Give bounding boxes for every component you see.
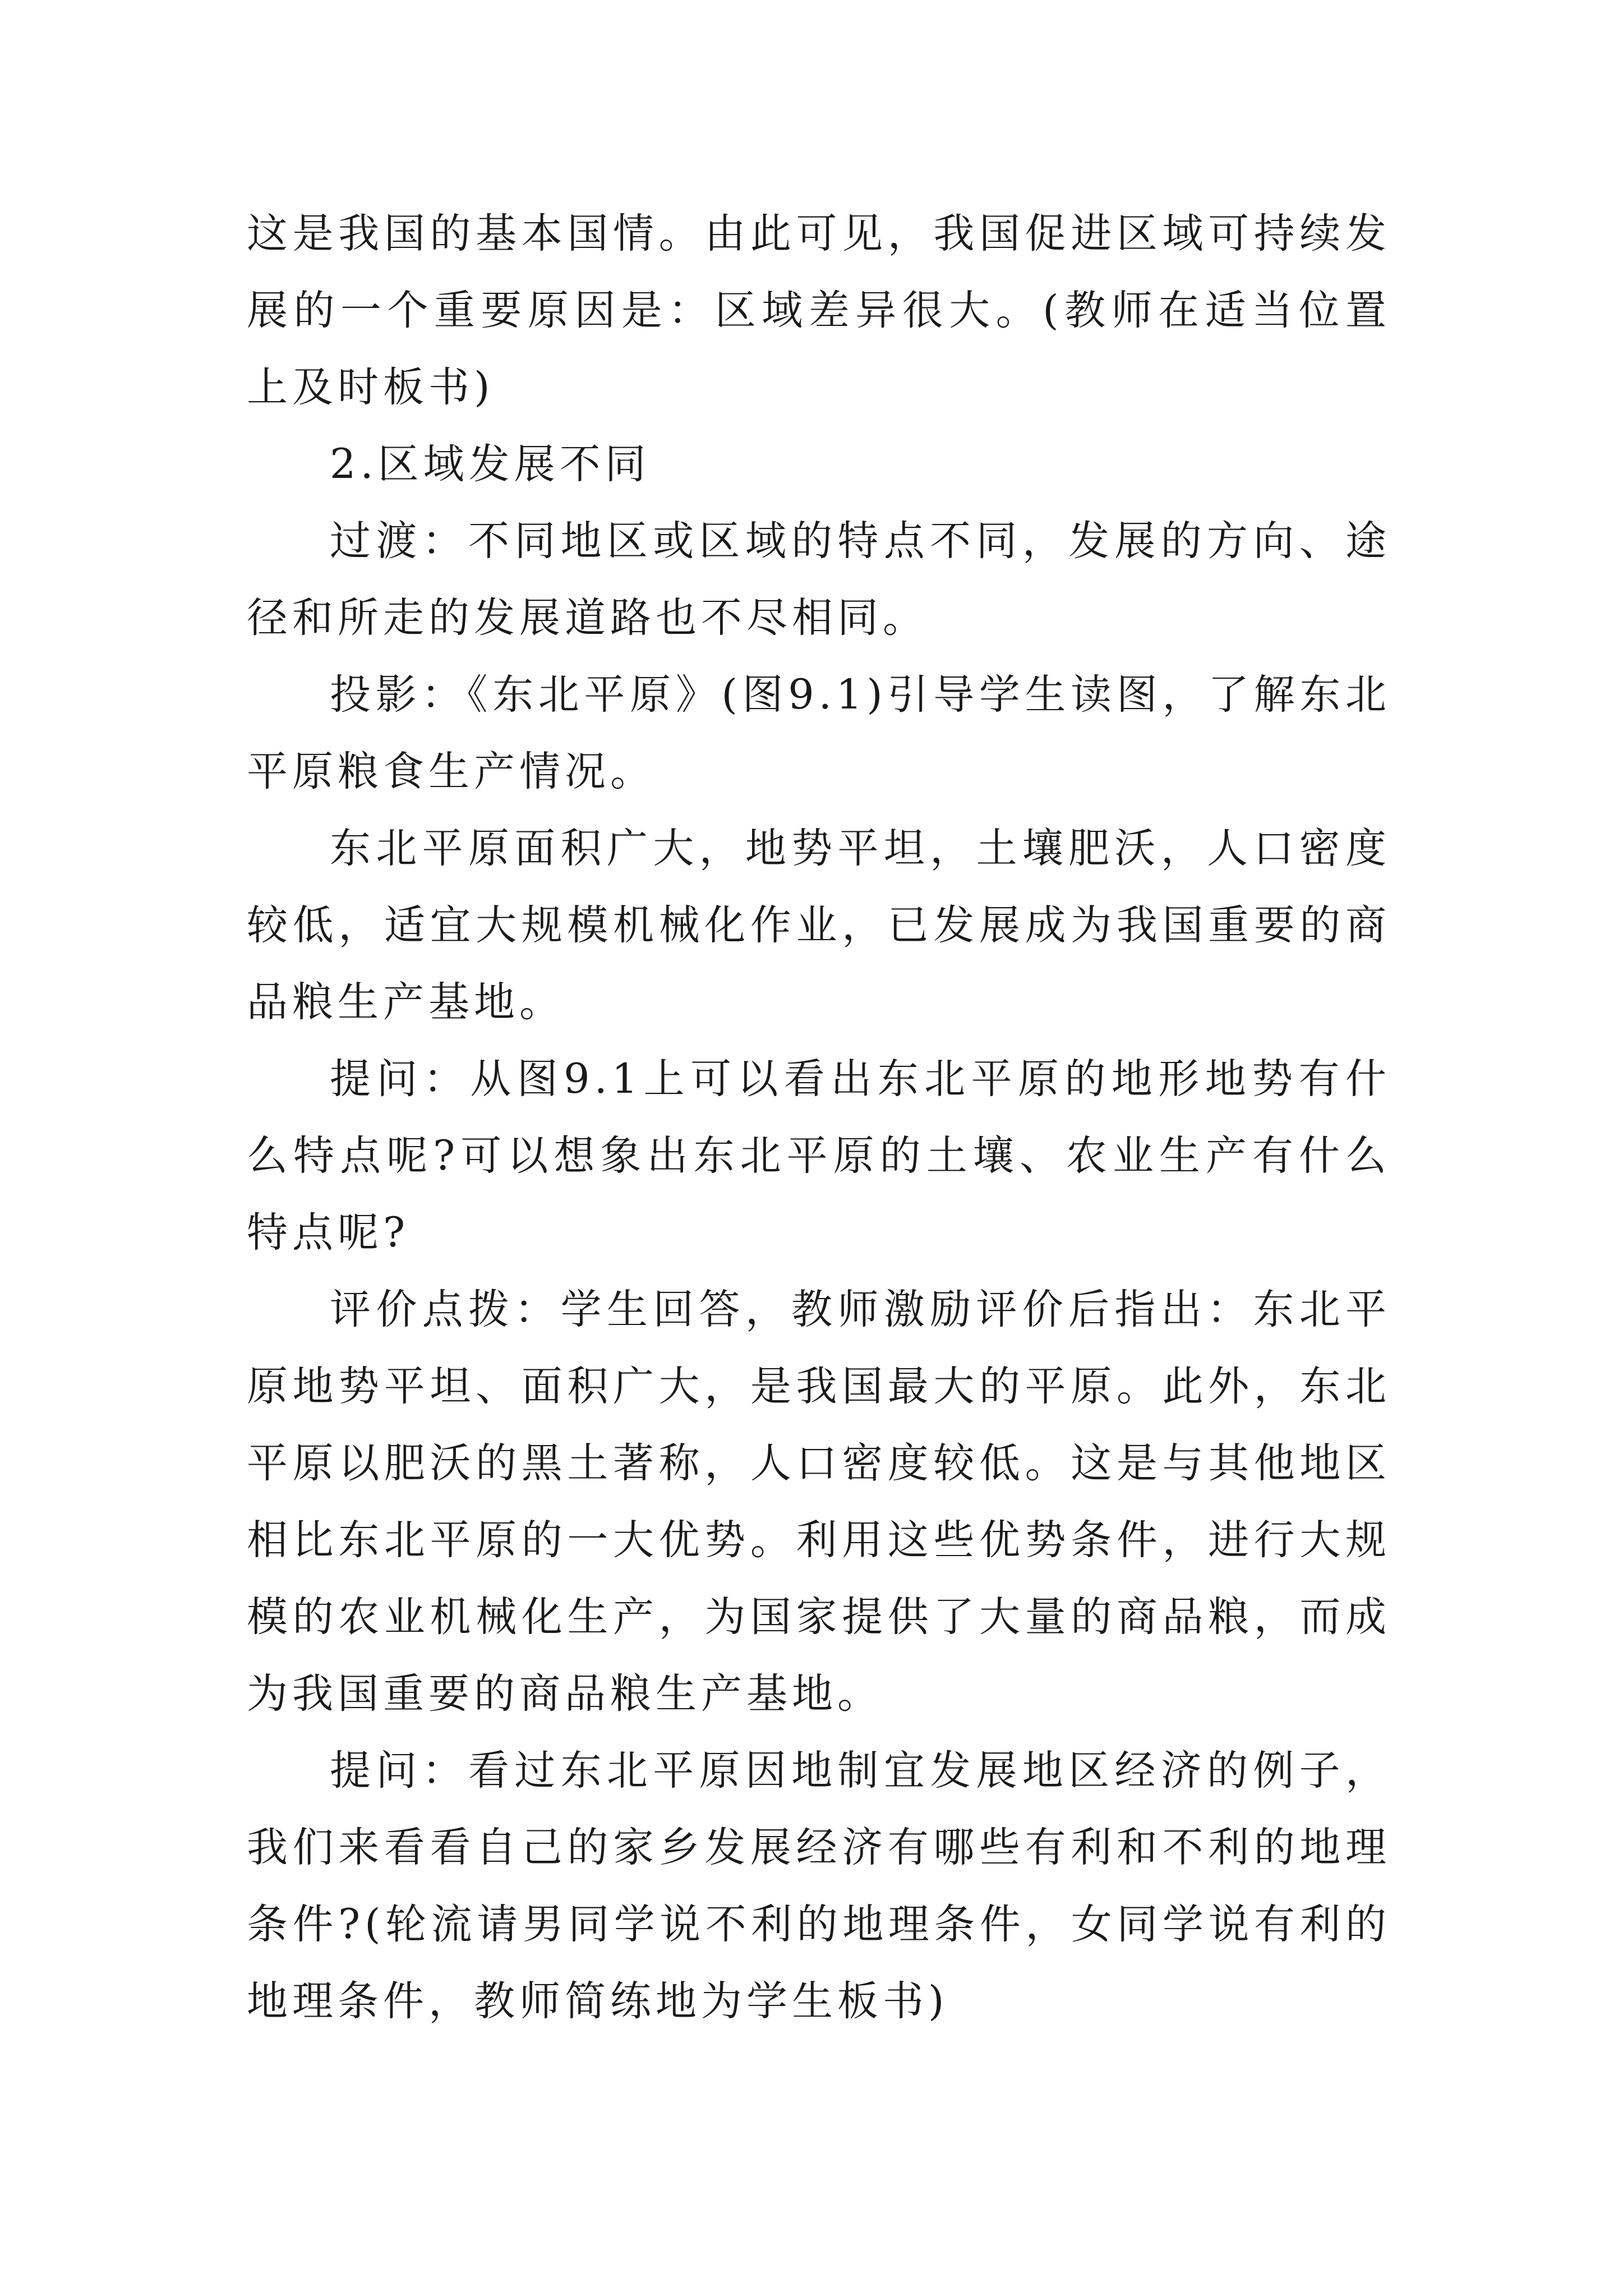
paragraph-1: 这是我国的基本国情。由此可见，我国促进区域可持续发展的一个重要原因是：区域差异很大。(教师在适当位置上及时板书) — [247, 210, 1391, 411]
paragraph-5: 东北平原面积广大，地势平坦，土壤肥沃，人口密度较低，适宜大规模机械化作业，已发展成为我国重要的商品粮生产基地。 — [247, 825, 1391, 1026]
paragraph-6: 提问：从图9.1上可以看出东北平原的地形地势有什么特点呢?可以想象出东北平原的土壤、农业生产有什么特点呢? — [247, 1055, 1391, 1257]
paragraph-4: 投影：《东北平原》(图9.1)引导学生读图，了解东北平原粮食生产情况。 — [247, 671, 1391, 795]
document-body — [247, 195, 1391, 2040]
paragraph-2-heading: 2.区域发展不同 — [330, 440, 651, 488]
paragraph-3: 过渡：不同地区或区域的特点不同，发展的方向、途径和所走的发展道路也不尽相同。 — [247, 517, 1391, 642]
paragraph-7: 评价点拨：学生回答，教师激励评价后指出：东北平原地势平坦、面积广大，是我国最大的平原。此外，东北平原以肥沃的黑土著称，人口密度较低。这是与其他地区相比东北平原的一大优势。利用这些优势条件，进行大规模的农业机械化生产，为国家提供了大量的商品粮，而成为我国重要的商品粮生产基地。 — [247, 1286, 1391, 1718]
paragraph-8: 提问：看过东北平原因地制宜发展地区经济的例子，我们来看看自己的家乡发展经济有哪些有利和不利的地理条件?(轮流请男同学说不利的地理条件，女同学说有利的地理条件，教师简练地为学生板书) — [247, 1747, 1391, 2025]
